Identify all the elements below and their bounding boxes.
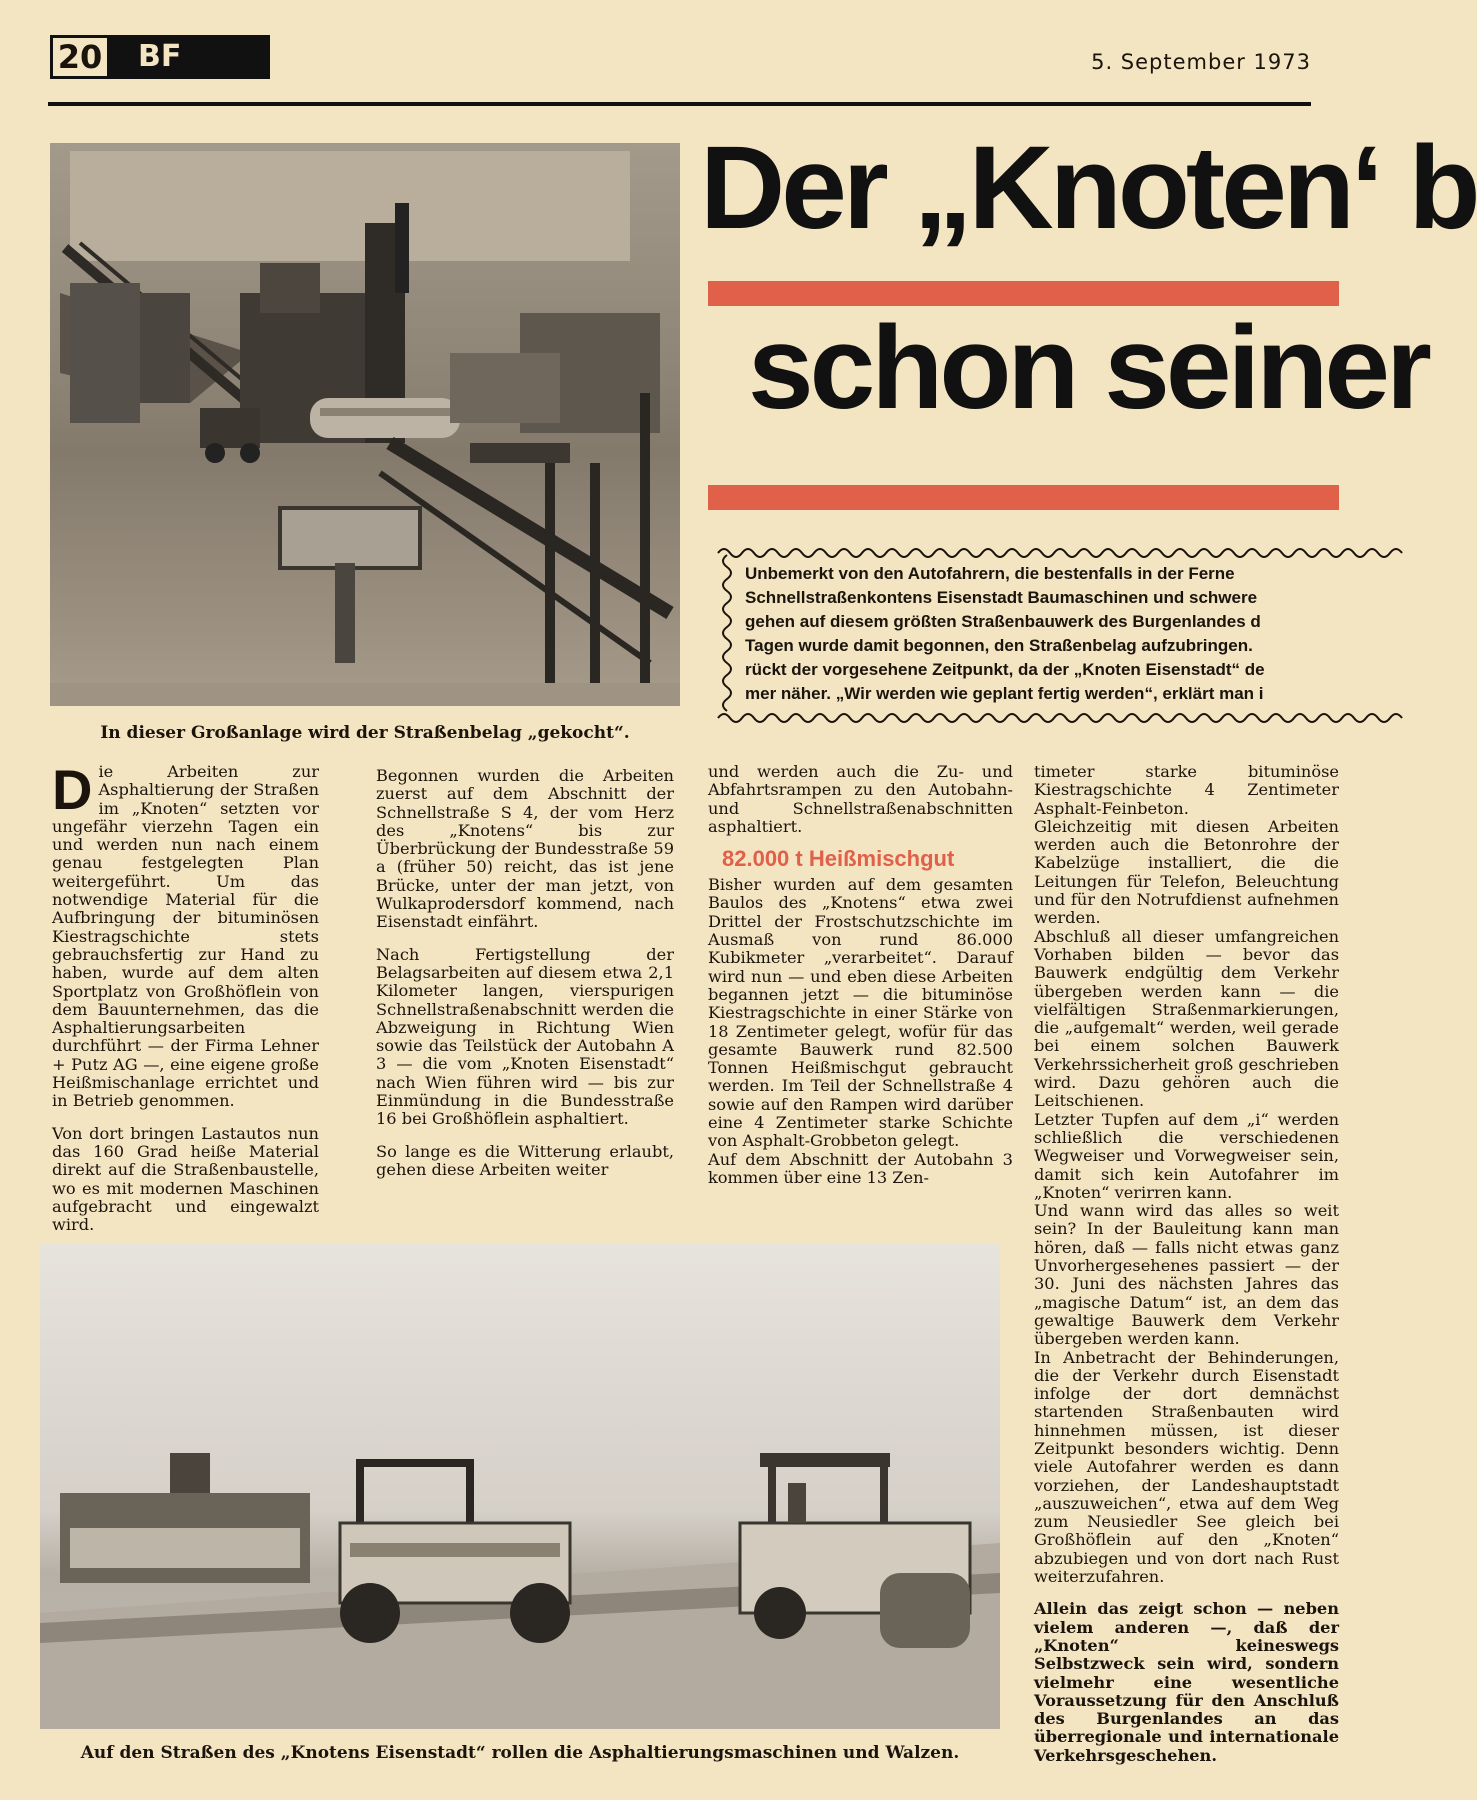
paragraph: Begonnen wurden die Arbeiten zuerst auf dem Abschnitt der Schnellstraße S 4, der vom Herz des „Knotens“ bis zur Überbrückung der Bundesstraße 59 a (früher 50) reicht, das ist jene Brücke, unter der man jetzt, von Wulkaprodersdorf kommend, nach Eisenstadt einfährt. <box>376 766 674 932</box>
paragraph: Auf dem Abschnitt der Autobahn 3 kommen über eine 13 Zen- <box>708 1149 1013 1187</box>
article-column-4 <box>1034 763 1339 1763</box>
article-column-2 <box>376 767 674 1179</box>
bottom-photo-caption: Auf den Straßen des „Knotens Eisenstadt“ rollen die Asphaltierungsmaschinen und Walzen. <box>80 1743 960 1763</box>
paragraph: In Anbetracht der Behinderungen, die der Verkehr durch Eisenstadt infolge der dort demnächst startenden Straßenbauten wird hinnehmen müssen, ist dieser Zeitpunkt besonders wichtig. Denn viele Autofahrer werden es dann vorziehen, der Landeshauptstadt „auszuweichen“, etwa auf dem Weg zum Neusiedler See gleich bei Großhöflein auf den „Knoten“ abzubiegen und von dort nach Rust weiterzufahren. <box>1034 1347 1339 1587</box>
headline-line-2: schon seiner <box>748 302 1428 434</box>
headline-line-1: Der „Knoten‘ b <box>700 122 1477 254</box>
article-column-1 <box>52 758 319 1235</box>
paragraph: Von dort bringen Lastautos nun das 160 Grad heiße Material direkt auf die Straßenbaustelle, wo es mit modernen Maschinen aufgebracht und eingewalzt wird. <box>52 1123 319 1235</box>
lead-box <box>713 543 1353 728</box>
paragraph: Und wann wird das alles so weit sein? In der Bauleitung kann man hören, daß — falls nicht etwas ganz Unvorhergesehenes passiert — der 30. Juni des nächsten Jahres das „magische Datum“ ist, an dem das gewaltige Bauwerk dem Verkehr übergeben werden kann. <box>1034 1201 1339 1349</box>
asphalt-plant-photo <box>50 143 680 706</box>
paragraph: und werden auch die Zu- und Abfahrtsrampen zu den Autobahn- und Schnellstraßenabschnitten asphaltiert. <box>708 762 1013 836</box>
paragraph: Allein das zeigt schon — neben vielem anderen —, daß der „Knoten“ keineswegs Selbstzweck sein wird, sondern vielmehr eine wesentliche Voraussetzung für den Anschluß des Burgenlandes an das überregionale und internationale Verkehrsgeschehen. <box>1034 1599 1339 1765</box>
road-rollers-photo <box>40 1243 1000 1729</box>
paragraph: Letzter Tupfen auf dem „i“ werden schließlich die verschiedenen Wegweiser und Vorwegweiser sein, damit sich kein Autofahrer im „Knoten“ verirren kann. <box>1034 1109 1339 1202</box>
paragraph: Gleichzeitig mit diesen Arbeiten werden auch die Betonrohre der Kabelzüge installiert, die die Leitungen für Telefon, Beleuchtung und für den Notrufdienst aufnehmen werden. <box>1034 816 1339 928</box>
issue-date: 5. September 1973 <box>1091 50 1311 74</box>
page-number: 20 <box>50 35 110 79</box>
paragraph: ie Arbeiten zur Asphaltierung der Straßen im „Knoten“ setzten vor ungefähr vierzehn Tagen ein und werden nun nach einem genau festgelegten Plan weitergeführt. Um das notwendige Material für die Aufbringung der bituminösen Kiestragschichte stets gebrauchsfertig zur Hand zu haben, wurde auf dem alten Sportplatz von Großhöflein von dem Bauunternehmen, das die Asphaltierungsarbeiten durchführt — der Firma Lehner + Putz AG —, eine eigene große Heißmischanlage errichtet und in Betrieb genommen. <box>52 762 319 1111</box>
paragraph: Abschluß all dieser umfangreichen Vorhaben bilden — bevor das Bauwerk endgültig dem Verkehr übergeben werden kann — die vielfältigen Straßenmarkierungen, die „aufgemalt“ werden, weil gerade bei einem solchen Bauwerk Verkehrssicherheit groß geschrieben wird. Dazu gehören auch die Leitschienen. <box>1034 926 1339 1111</box>
headline-red-bar-2 <box>708 485 1339 510</box>
paragraph: Bisher wurden auf dem gesamten Baulos des „Knotens“ etwa zwei Drittel der Frostschutzschichte im Ausmaß von rund 86.000 Kubikmeter „verarbeitet“. Darauf wird nun — und eben diese Arbeiten begannen jetzt — die bituminöse Kiestragschichte in einer Stärke von 18 Zentimeter gelegt, wofür für das gesamte Bauwerk rund 82.500 Tonnen Heißmischgut gebraucht werden. Im Teil der Schnellstraße 4 sowie auf den Rampen wird darüber eine 4 Zentimeter starke Schichte von Asphalt-Grobbeton gelegt. <box>708 875 1013 1151</box>
header-rule <box>48 102 1311 106</box>
paragraph: So lange es die Witterung erlaubt, gehen diese Arbeiten weiter <box>376 1141 674 1179</box>
paragraph: Nach Fertigstellung der Belagsarbeiten auf diesem etwa 2,1 Kilometer langen, vierspurigen Schnellstraßenabschnitt werden die Abzweigung in Richtung Wien sowie das Teilstück der Autobahn A 3 — die vom „Knoten Eisenstadt“ nach Wien führen wird — bis zur Einmündung in die Bundesstraße 16 bei Großhöflein asphaltiert. <box>376 944 674 1129</box>
section-label: BF <box>108 35 270 79</box>
paragraph: timeter starke bituminöse Kiestragschichte 4 Zentimeter Asphalt-Feinbeton. <box>1034 762 1339 818</box>
subheading: 82.000 t Heißmischgut <box>722 846 955 872</box>
article-column-3 <box>708 763 1013 1187</box>
drop-cap: D <box>52 758 93 821</box>
top-photo-caption: In dieser Großanlage wird der Straßenbelag „gekocht“. <box>100 723 630 743</box>
lead-text: Unbemerkt von den Autofahrern, die bestenfalls in der Ferne Schnellstraßenkontens Eisenstadt Baumaschinen und schwere gehen auf diesem größten Straßenbauwerk des Burgenlandes d Tagen wurde damit begonnen, den Straßenbelag aufzubringen. rückt der vorgesehene Zeitpunkt, da der „Knoten Eisenstadt“ de mer näher. „Wir werden wie geplant fertig werden“, erklärt man i <box>745 564 1265 703</box>
